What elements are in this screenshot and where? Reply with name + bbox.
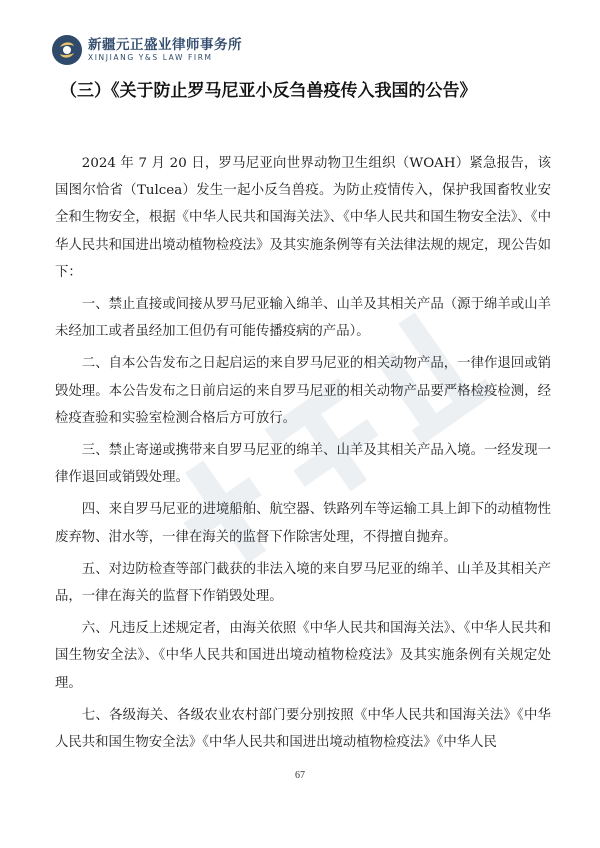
firm-name-en: XINJIANG Y&S LAW FIRM xyxy=(88,53,213,62)
document-body xyxy=(55,150,551,761)
paragraph-item-7: 七、各级海关、各级农业农村部门要分别按照《中华人民共和国海关法》《中华人民共和国生物安全法》《中华人民共和国进出境动植物检疫法》《中华人民 xyxy=(55,707,551,751)
paragraph-item-1: 一、禁止直接或间接从罗马尼亚输入绵羊、山羊及其相关产品（源于绵羊或山羊未经加工或者虽经加工但仍有可能传播疫病的产品）。 xyxy=(55,297,551,340)
page-header xyxy=(52,30,312,70)
paragraph-item-3: 三、禁止寄递或携带来自罗马尼亚的绵羊、山羊及其相关产品入境。一经发现一律作退回或销毁处理。 xyxy=(55,443,551,486)
paragraph-item-5: 五、对边防检查等部门截获的非法入境的来自罗马尼亚的绵羊、山羊及其相关产品，一律在海关的监督下作销毁处理。 xyxy=(55,561,551,605)
paragraph-item-6: 六、凡违反上述规定者，由海关依照《中华人民共和国海关法》、《中华人民共和国生物安全法》、《中华人民共和国进出境动植物检疫法》及其实施条例有关规定处理。 xyxy=(55,621,551,691)
paragraph-item-2: 二、自本公告发布之日起启运的来自罗马尼亚的相关动物产品，一律作退回或销毁处理。本公告发布之日前启运的来自罗马尼亚的相关动物产品要严格检疫检测，经检疫查验和实验室检测合格后方可放行。 xyxy=(55,356,551,426)
document-title: （三）《关于防止罗马尼亚小反刍兽疫传入我国的公告》 xyxy=(60,81,477,101)
firm-name-cn: 新疆元正盛业律师事务所 xyxy=(88,36,242,53)
paragraph-intro: 2024 年 7 月 20 日，罗马尼亚向世界动物卫生组织（WOAH）紧急报告，该国图尔恰省（Tulcea）发生一起小反刍兽疫。为防止疫情传入，保护我国畜牧业安全和生物安全，根据《中华人民共和国海关法》、《中华人民共和国生物安全法》、《中华人民共和国进出境动植物检疫法》及其实施条例等有关法律法规的规定，现公告如下： xyxy=(55,156,551,280)
page-number: 67 xyxy=(295,770,305,781)
firm-name xyxy=(88,36,242,62)
paragraph-item-4: 四、来自罗马尼亚的进境船舶、航空器、铁路列车等运输工具上卸下的动植物性废弃物、泔水等，一律在海关的监督下作除害处理，不得擅自抛弃。 xyxy=(55,502,551,545)
firm-logo-icon xyxy=(52,35,82,65)
